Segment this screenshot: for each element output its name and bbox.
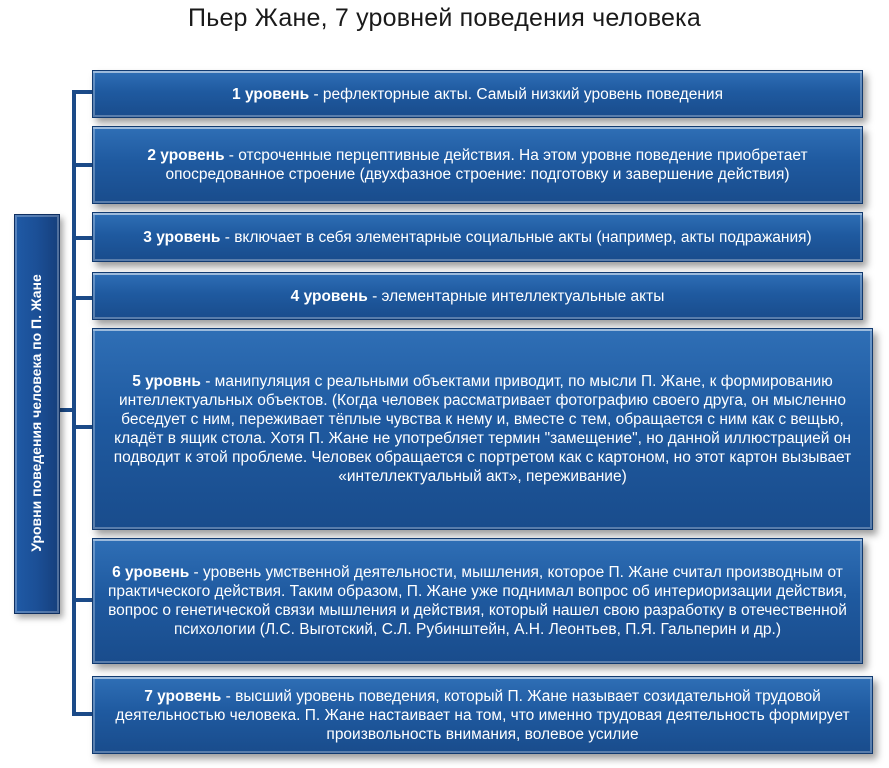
level-3-content — [101, 228, 854, 247]
level-5-content — [101, 372, 864, 486]
level-2-text: - отсроченные перцептивные действия. На этом уровне поведение приобретает опосредованное строение (двухфазное строение: подготовку и завершение действия) — [165, 147, 808, 183]
connector-from-side-label — [58, 408, 74, 412]
level-2-content — [101, 146, 854, 184]
level-3-text: - включает в себя элементарные социальные акты (например, акты подражания) — [220, 228, 812, 246]
connector-level-1 — [72, 90, 94, 94]
connector-level-2 — [72, 163, 94, 167]
level-3-box — [92, 212, 863, 262]
level-7-content — [101, 687, 864, 744]
connector-level-7 — [72, 712, 94, 716]
level-2-box — [92, 126, 863, 204]
level-1-text: - рефлекторные акты. Самый низкий уровень поведения — [309, 85, 723, 103]
connector-level-3 — [72, 236, 94, 240]
page-title: Пьер Жане, 7 уровней поведения человека — [188, 4, 701, 32]
level-3-label: 3 уровень — [143, 228, 221, 246]
level-6-label: 6 уровень — [112, 564, 190, 581]
level-4-content — [101, 287, 854, 306]
level-7-text: - высший уровень поведения, который П. Жане называет созидательной трудовой деятельностью человека. П. Жане настаивает на том, что именно трудовая деятельность формирует произвольность внимания, волевое усилие — [115, 687, 850, 743]
connector-level-6 — [72, 598, 94, 602]
level-6-box — [92, 538, 863, 664]
connector-level-5 — [72, 425, 94, 429]
level-6-text: - уровень умственной деятельности, мышления, которое П. Жане считал производным от практического действия. Таким образом, П. Жане уже поднимал вопрос об интериоризации действия, вопрос о генетической связи мышления и действия, который нашел свою разработку в отечественной психологии (Л.С. Выготский, С.Л. Рубинштейн, А.Н. Леонтьев, П.Я. Гальперин и др.) — [107, 564, 848, 638]
level-1-label: 1 уровень — [232, 85, 310, 103]
level-4-box — [92, 272, 863, 320]
level-6-content — [101, 563, 854, 639]
level-5-text: - манипуляция с реальными объектами приводит, по мысли П. Жане, к формированию интеллектуальных объектов. (Когда человек рассматривает фотографию своего друга, он мысленно беседует с ним, переживает тёплые чувства к нему и, вместе с тем, обращается с ним как с вещью, кладёт в ящик стола. Хотя П. Жане не употребляет термин "замещение", но данной иллюстрацией он подводит к этой проблеме. Человек обращается с портретом как с картоном, но этот картон вызывает «интеллектуальный акт», переживание) — [113, 373, 852, 485]
side-label: Уровни поведения человека по П. Жане — [28, 274, 44, 552]
level-1-box — [92, 70, 863, 118]
level-7-box — [92, 676, 873, 754]
level-7-label: 7 уровень — [144, 687, 222, 705]
level-4-text: - элементарные интеллектуальные акты — [367, 287, 665, 305]
level-5-label: 5 уровнь — [132, 373, 201, 390]
level-1-content — [101, 85, 854, 104]
level-5-box — [92, 328, 873, 530]
connector-level-4 — [72, 296, 94, 300]
connector-spine — [72, 90, 76, 716]
level-2-label: 2 уровень — [147, 147, 225, 164]
level-4-label: 4 уровень — [290, 287, 368, 305]
